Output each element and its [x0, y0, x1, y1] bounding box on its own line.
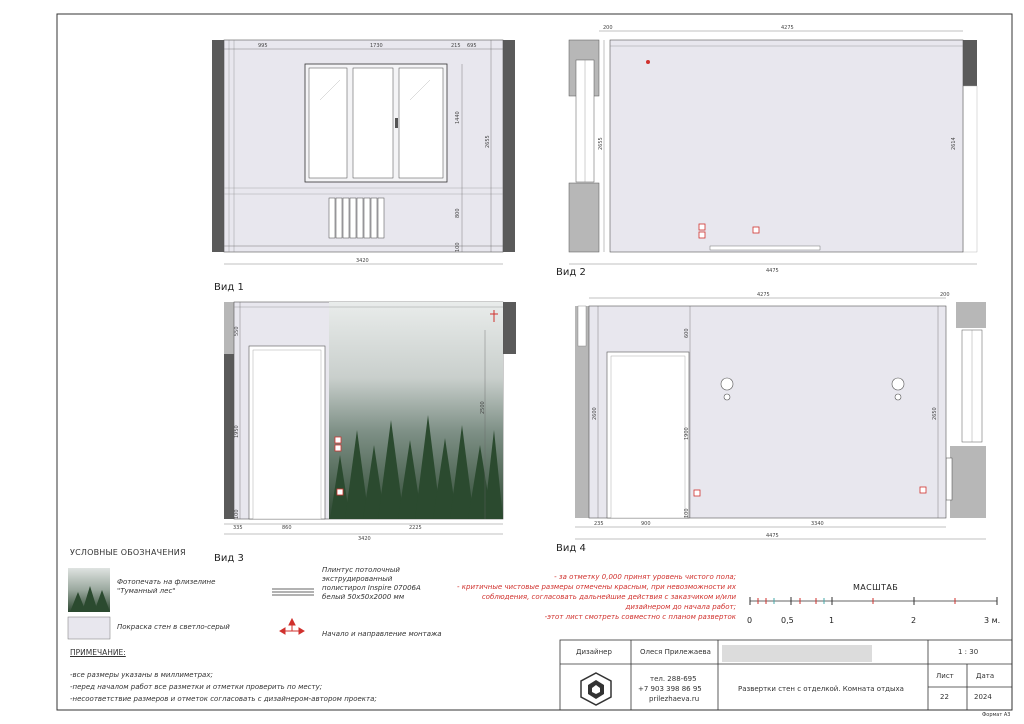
- mount-direction-icon: [280, 619, 304, 634]
- dim-label: 800: [455, 208, 461, 218]
- dim-label: 2500: [480, 401, 486, 414]
- dim-label: 215: [451, 43, 461, 49]
- legend-plinth-line: Плинтус потолочный: [322, 566, 400, 574]
- sheet-scale: 1 : 30: [958, 648, 979, 656]
- scale-label: 1: [829, 616, 835, 625]
- dim-label: 2600: [592, 407, 598, 420]
- dim-label: 860: [282, 525, 292, 531]
- dim-label: 1440: [455, 111, 461, 124]
- dim-label: 235: [594, 521, 604, 527]
- dim-label: 2614: [951, 137, 957, 150]
- legend-plinth-line: полистирол Inspire 07006A: [322, 584, 421, 592]
- note-line: -перед началом работ все разметки и отметки проверить по месту;: [70, 683, 323, 691]
- designer-site: prilezhaeva.ru: [649, 695, 700, 703]
- scale-label: 2: [911, 616, 917, 625]
- dim-label: 4275: [757, 292, 770, 298]
- legend-photo-line: Фотопечать на флизелине: [117, 578, 216, 586]
- dim-label: 1730: [370, 43, 383, 49]
- sheet-year: 2024: [974, 693, 992, 701]
- notes-heading: ПРИМЕЧАНИЕ:: [70, 648, 126, 657]
- view-1-title: Вид 1: [214, 282, 244, 293]
- dim-label: 3420: [356, 258, 369, 264]
- view-2-title: Вид 2: [556, 267, 586, 278]
- dim-label: 695: [467, 43, 477, 49]
- dim-label: 2655: [598, 137, 604, 150]
- legend-plinth-line: белый 50х50х2000 мм: [322, 593, 405, 601]
- dim-label: 4475: [766, 533, 779, 539]
- red-notes: [440, 572, 736, 622]
- scale-bar: [750, 597, 997, 605]
- dim-label: 3340: [811, 521, 824, 527]
- dim-label: 550: [234, 326, 240, 336]
- red-note-line: соблюдения, согласовать дальнейшие действия с заказчиком и/или: [481, 593, 736, 601]
- legend-plinth-icon: [272, 589, 314, 595]
- red-note-line: -этот лист смотреть совместно с планом разверток: [544, 613, 736, 621]
- dim-label: 335: [233, 525, 243, 531]
- dim-label: 2650: [932, 407, 938, 420]
- date-label: Дата: [976, 672, 995, 680]
- red-note-line: - критичные чистовые размеры отмечены красным, при невозможности их: [457, 583, 736, 591]
- scale-label: 0: [747, 616, 753, 625]
- designer-label: Дизайнер: [576, 648, 612, 656]
- scale-label: 3 м.: [984, 616, 1001, 625]
- dim-label: 200: [603, 25, 613, 31]
- red-note-line: дизайнером до начала работ;: [625, 603, 736, 611]
- dim-label: 600: [684, 328, 690, 338]
- dim-label: 1900: [684, 427, 690, 440]
- dim-label: 2225: [409, 525, 422, 531]
- legend-photo-line: "Туманный лес": [117, 587, 176, 595]
- view-3-elevation: [224, 302, 516, 542]
- dim-label: 1950: [234, 425, 240, 438]
- note-line: -несоответствие размеров и отметок согласовать с дизайнером-автором проекта;: [70, 695, 377, 703]
- legend-paint-label: Покраска стен в светло-серый: [117, 623, 230, 631]
- legend-paint-swatch: [68, 617, 110, 639]
- sheet-title: Развертки стен с отделкой. Комната отдыха: [738, 685, 904, 693]
- dim-label: 4475: [766, 268, 779, 274]
- dim-label: 900: [641, 521, 651, 527]
- note-line: -все размеры указаны в миллиметрах;: [70, 671, 213, 679]
- dim-label: 2655: [485, 135, 491, 148]
- designer-mobile: +7 903 398 86 95: [638, 685, 702, 693]
- dim-label: 3420: [358, 536, 371, 542]
- dim-label: 995: [258, 43, 268, 49]
- sheet-label: Лист: [936, 672, 954, 680]
- dim-label: 100: [684, 508, 690, 518]
- scale-title: МАСШТАБ: [853, 583, 899, 592]
- designer-logo-icon: [581, 673, 611, 705]
- view-3-title: Вид 3: [214, 553, 244, 564]
- designer-phone: тел. 288-695: [650, 675, 697, 683]
- dim-label: 4275: [781, 25, 794, 31]
- sheet-number: 22: [940, 693, 949, 701]
- legend-heading: УСЛОВНЫЕ ОБОЗНАЧЕНИЯ: [70, 548, 186, 557]
- scale-label: 0,5: [781, 616, 794, 625]
- legend-mount-label: Начало и направление монтажа: [322, 630, 442, 638]
- paper-format: Формат А3: [982, 712, 1011, 718]
- red-note-line: - за отметку 0,000 принят уровень чистого пола;: [554, 573, 736, 581]
- dim-label: 200: [940, 292, 950, 298]
- view-4-title: Вид 4: [556, 543, 586, 554]
- dim-label: 100: [455, 242, 461, 252]
- blurred-client-info: [722, 645, 872, 662]
- legend-plinth-line: экструдированный: [322, 575, 393, 583]
- legend-photo-label: [117, 578, 215, 596]
- designer-name: Олеся Прилежаева: [640, 648, 711, 656]
- legend-plinth-label: [322, 566, 421, 602]
- view-2-elevation: [569, 25, 977, 274]
- dim-label: 100: [234, 509, 240, 519]
- view-1-elevation: [212, 40, 515, 264]
- view-4-elevation: [575, 292, 986, 539]
